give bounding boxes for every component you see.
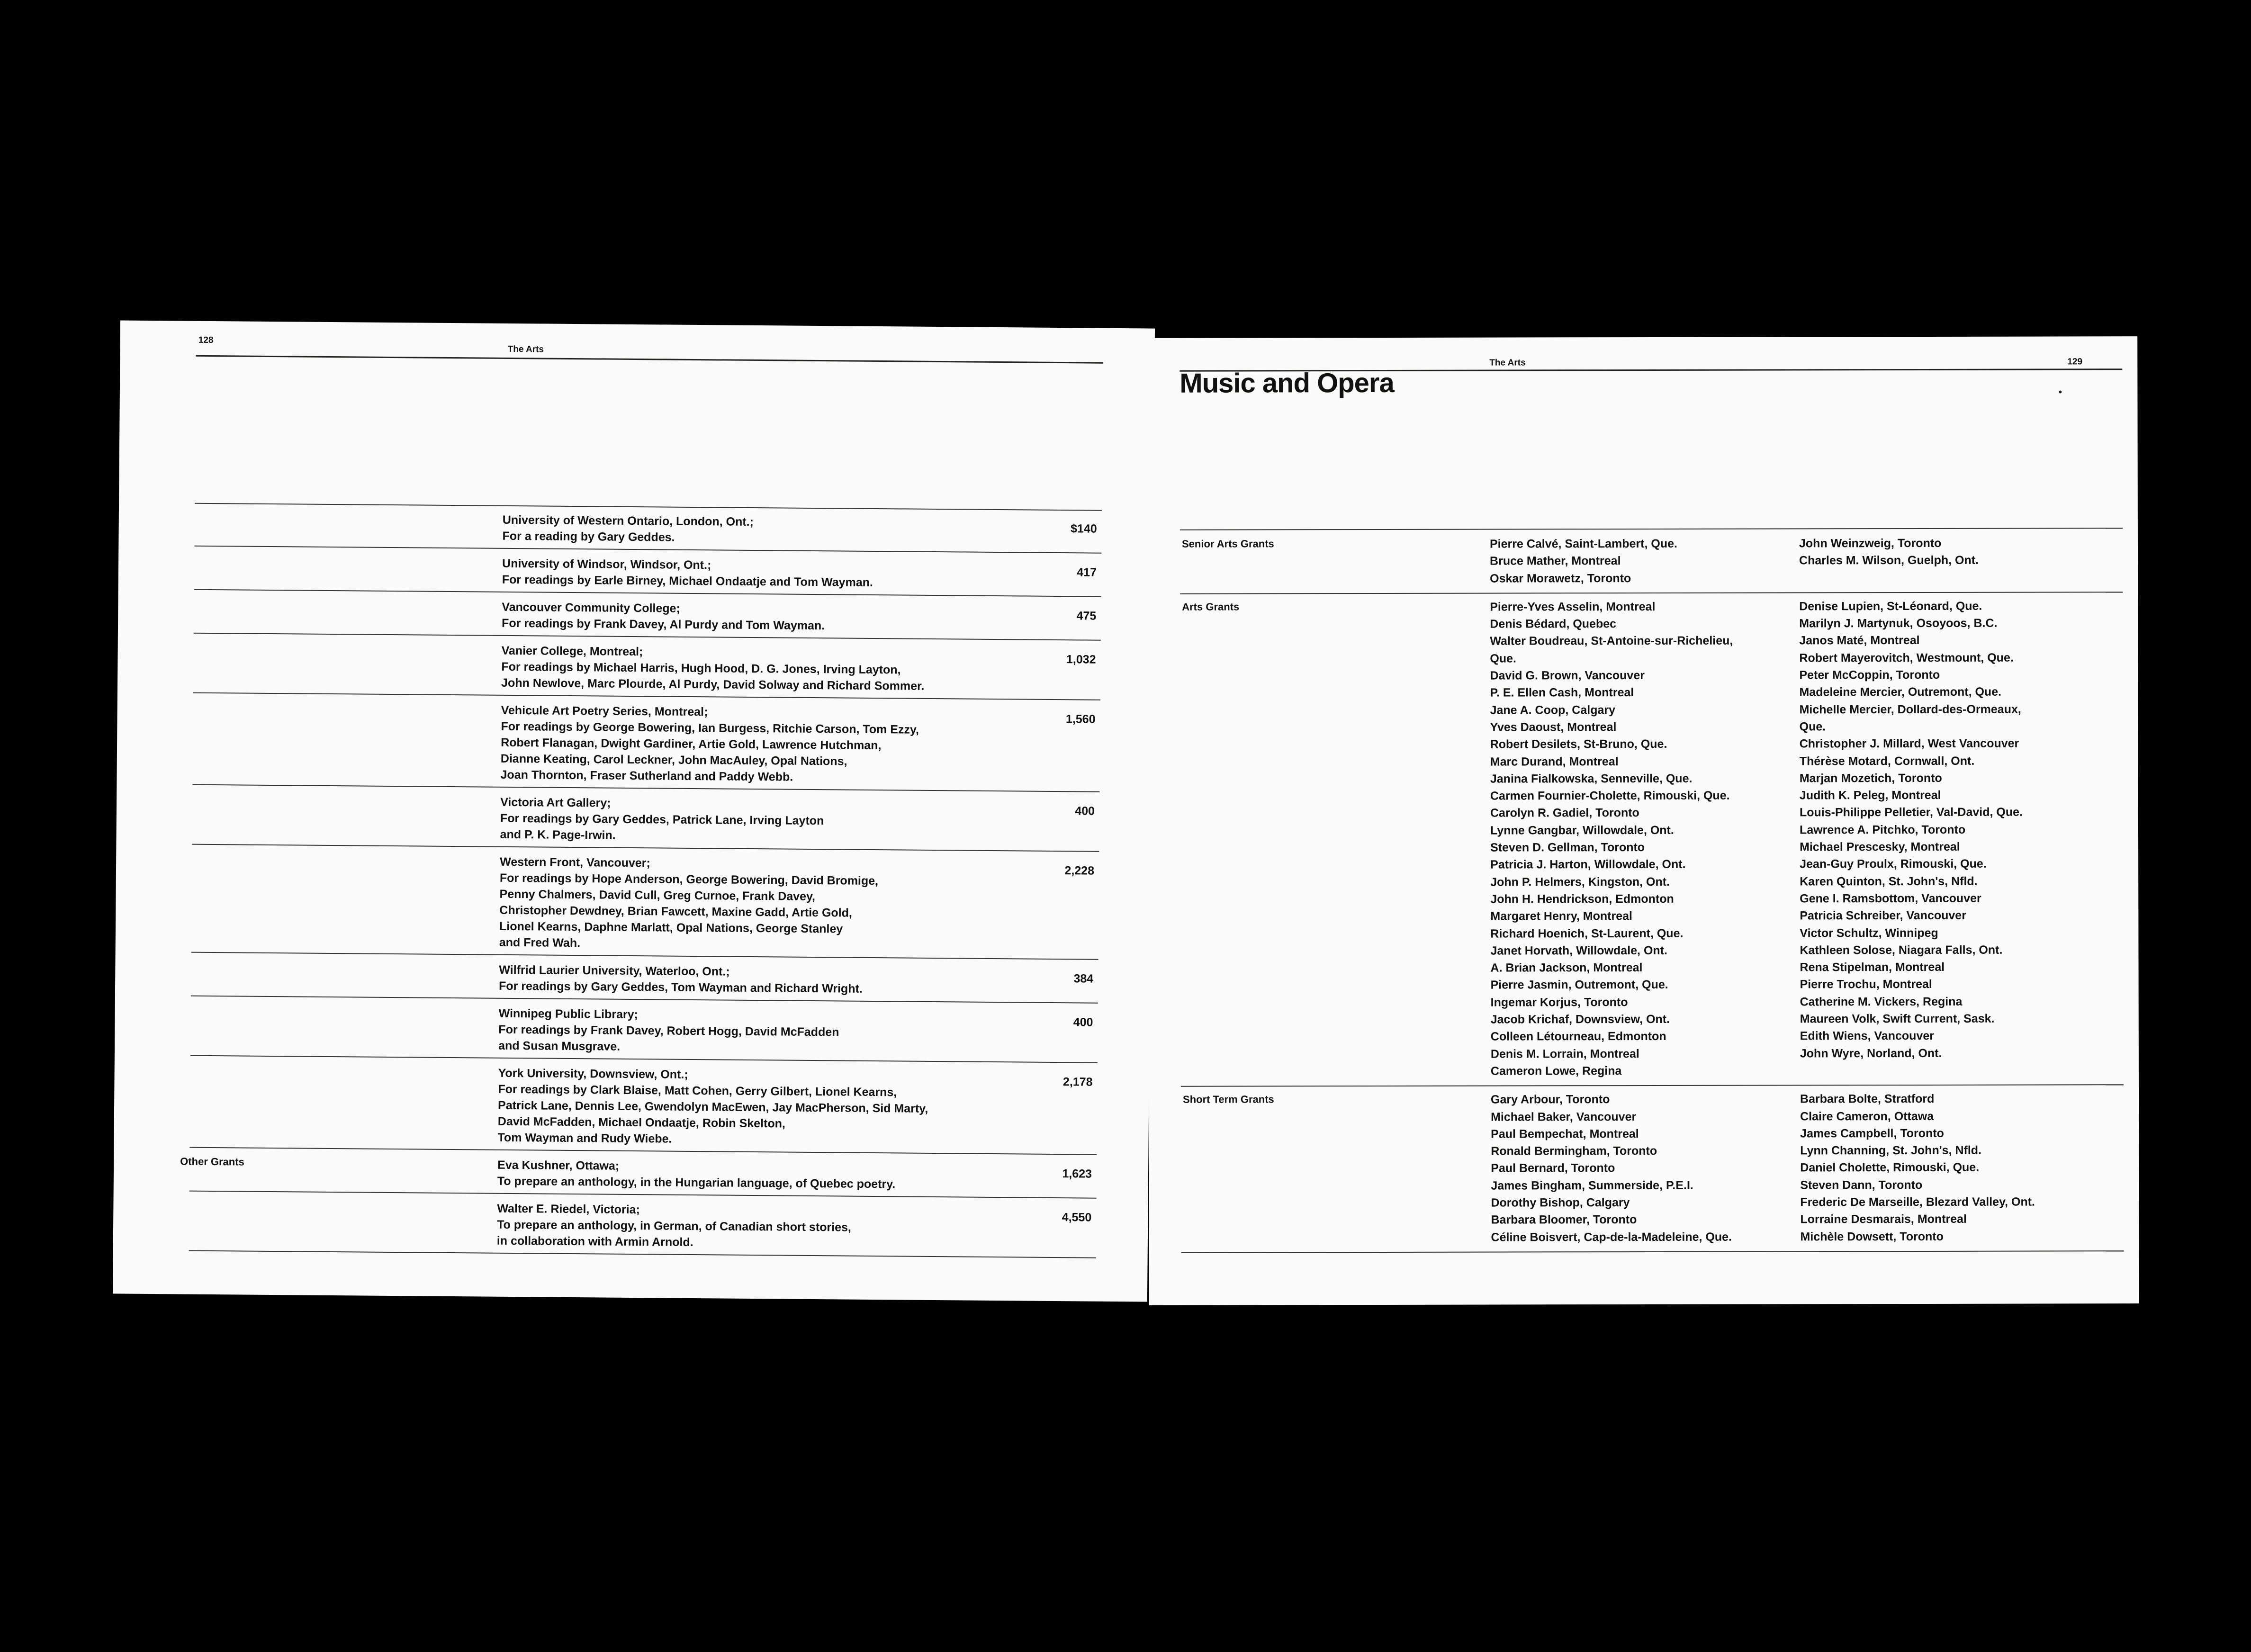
recipient: Michael Baker, Vancouver (1491, 1110, 1637, 1124)
page-number: 128 (198, 335, 214, 345)
recipient: Paul Bempechat, Montreal (1491, 1127, 1639, 1141)
grant-entry (116, 851, 1151, 950)
recipient: Bruce Mather, Montreal (1490, 554, 1621, 568)
recipient: Cameron Lowe, Regina (1490, 1064, 1622, 1078)
section-rule (1181, 1085, 2124, 1087)
recipient: Edith Wiens, Vancouver (1800, 1029, 1935, 1043)
recipient: Carmen Fournier-Cholette, Rimouski, Que. (1490, 789, 1730, 803)
recipient: Denis Bédard, Quebec (1490, 617, 1617, 631)
recipient: Rena Stipelman, Montreal (1800, 961, 1945, 974)
name-column (1491, 1091, 1732, 1246)
recipient: Judith K. Peleg, Montreal (1799, 789, 1941, 802)
grant-amount: 400 (1073, 1015, 1093, 1029)
grant-purpose: For readings by Hope Anderson, George Bowering, David Bromige, Penny Chalmers, David Cull, Greg Curnoe, Frank Davey, Christopher Dewdney, Brian Fawcett, Maxine Gadd, Artie Gold, Lionel Kearns, Daphne Marlatt, Opal Nations, George Stanley and Fred Wah. (499, 871, 879, 950)
recipient: Barbara Bloomer, Toronto (1491, 1213, 1637, 1227)
recipient: Oskar Morawetz, Toronto (1490, 571, 1631, 585)
recipient: Patricia J. Harton, Willowdale, Ont. (1490, 858, 1686, 871)
grant-entry (115, 1002, 1150, 1053)
recipient: Carolyn R. Gadiel, Toronto (1490, 806, 1639, 820)
recipient: Céline Boisvert, Cap-de-la-Madeleine, Que. (1491, 1230, 1732, 1244)
recipient: P. E. Ellen Cash, Montreal (1490, 686, 1634, 700)
grant-amount: 417 (1077, 566, 1097, 579)
recipient: Ronald Bermingham, Toronto (1491, 1144, 1657, 1158)
grant-purpose: For readings by Gary Geddes, Patrick Lane, Irving Layton and P. K. Page-Irwin. (500, 811, 824, 842)
running-head: The Arts (507, 344, 544, 355)
recipient: Gene I. Ramsbottom, Vancouver (1800, 891, 1981, 906)
grant-entry (116, 959, 1150, 996)
left-page (113, 320, 1155, 1302)
grantee-name: York University, Downsview, Ont.; (498, 1066, 688, 1081)
right-page (1147, 336, 2139, 1305)
recipient: Barbara Bolte, Stratford (1800, 1092, 1935, 1106)
recipient: Paul Bernard, Toronto (1491, 1161, 1615, 1176)
section-rule (1180, 528, 2123, 530)
grant-entry (114, 1197, 1148, 1249)
grant-purpose: For readings by George Bowering, Ian Burgess, Ritchie Carson, Tom Ezzy, Robert Flanagan, Dwight Gardiner, Artie Gold, Lawrence Hutchman, Dianne Keating, Carol Leckner, John MacAuley, Opal Nations, Joan Thornton, Fraser Sutherland and Paddy Webb. (500, 719, 919, 784)
grantee-name: Walter E. Riedel, Victoria; (497, 1202, 640, 1217)
grant-amount: 1,623 (1062, 1167, 1092, 1181)
grantee-name: Victoria Art Gallery; (500, 795, 611, 810)
grantee-name: Vanier College, Montreal; (501, 644, 643, 659)
recipient: Marjan Mozetich, Toronto (1799, 771, 1942, 785)
recipient: Colleen Létourneau, Edmonton (1490, 1030, 1666, 1043)
grant-entry (118, 552, 1153, 589)
running-head: The Arts (1489, 358, 1526, 368)
ink-speck (2059, 390, 2062, 393)
recipient: Robert Mayerovitch, Westmount, Que. (1799, 651, 2014, 665)
recipient: Richard Hoenich, St-Laurent, Que. (1490, 926, 1684, 941)
recipient: Karen Quinton, St. John's, Nfld. (1800, 874, 1978, 889)
grantee-name: University of Windsor, Windsor, Ont.; (502, 557, 711, 572)
recipient: Yves Daoust, Montreal (1490, 720, 1617, 734)
name-column (1799, 535, 1979, 569)
name-column (1799, 597, 2023, 1062)
grant-amount: 1,032 (1066, 653, 1096, 666)
grant-purpose: For readings by Michael Harris, Hugh Hood, D. G. Jones, Irving Layton, John Newlove, Marc Plourde, Al Purdy, David Solway and Richard Sommer. (501, 660, 925, 693)
recipient: Christopher J. Millard, West Vancouver (1799, 736, 2019, 751)
grant-purpose: For readings by Earle Birney, Michael Ondaatje and Tom Wayman. (502, 573, 873, 589)
grant-amount: 4,550 (1062, 1211, 1092, 1224)
grant-purpose: For readings by Frank Davey, Robert Hogg, David McFadden and Susan Musgrave. (498, 1023, 839, 1053)
recipient: Pierre Calvé, Saint-Lambert, Que. (1489, 537, 1677, 551)
grant-purpose: For readings by Gary Geddes, Tom Wayman and Richard Wright. (498, 979, 863, 996)
grant-amount: 2,178 (1062, 1075, 1093, 1089)
grant-entry (117, 791, 1151, 842)
recipient: Claire Cameron, Ottawa (1800, 1109, 1934, 1123)
recipient: Michael Prescesky, Montreal (1800, 840, 1960, 854)
recipient: James Bingham, Summerside, P.E.I. (1491, 1178, 1693, 1193)
recipient: Ingemar Korjus, Toronto (1490, 995, 1628, 1009)
grant-amount: 2,228 (1064, 864, 1095, 878)
section-label: Senior Arts Grants (1181, 538, 1274, 550)
recipient: Pierre Trochu, Montreal (1800, 978, 1932, 991)
recipient: Maureen Volk, Swift Current, Sask. (1800, 1012, 1995, 1026)
section-label: Short Term Grants (1183, 1093, 1274, 1105)
grant-purpose: For readings by Frank Davey, Al Purdy and Tom Wayman. (501, 616, 825, 633)
recipient: Que. (1799, 720, 1826, 734)
recipient: Steven Dann, Toronto (1800, 1178, 1923, 1192)
grant-amount: $140 (1070, 522, 1097, 536)
section-rule (1181, 1250, 2124, 1253)
grant-entry (117, 699, 1152, 784)
name-column (1800, 1090, 2035, 1246)
grant-entry (115, 1062, 1149, 1146)
recipient: Marilyn J. Martynuk, Osoyoos, B.C. (1799, 616, 1998, 630)
recipient: Jean-Guy Proulx, Rimouski, Que. (1800, 857, 1987, 871)
table-top-rule (195, 503, 1102, 511)
recipient: Frederic De Marseille, Blezard Valley, Ont. (1800, 1195, 2035, 1209)
grant-entry (118, 639, 1153, 693)
recipient: Que. (1490, 652, 1517, 665)
recipient: Michèle Dowsett, Toronto (1800, 1230, 1944, 1244)
recipient: John P. Helmers, Kingston, Ont. (1490, 875, 1670, 889)
grant-amount: 400 (1075, 804, 1095, 818)
page-title: Music and Opera (1180, 367, 1394, 399)
section-rule (1180, 592, 2123, 594)
recipient: Daniel Cholette, Rimouski, Que. (1800, 1161, 1980, 1175)
recipient: Peter McCoppin, Toronto (1799, 668, 1940, 682)
name-column (1490, 598, 1734, 1080)
name-column (1490, 535, 1677, 587)
grantee-name: University of Western Ontario, London, Ont.; (502, 513, 754, 529)
recipient: Catherine M. Vickers, Regina (1800, 995, 1963, 1009)
recipient: Marc Durand, Montreal (1490, 754, 1619, 769)
grant-amount: 384 (1073, 972, 1094, 986)
grantee-name: Wilfrid Laurier University, Waterloo, Ont.; (499, 963, 730, 979)
recipient: Madeleine Mercier, Outremont, Que. (1799, 685, 2002, 699)
grant-amount: 475 (1076, 609, 1097, 623)
grant-purpose: To prepare an anthology, in German, of Canadian short stories, in collaboration with Armin Arnold. (496, 1218, 852, 1249)
grant-purpose: For readings by Clark Blaise, Matt Cohen, Gerry Gilbert, Lionel Kearns, Patrick Lane, Dennis Lee, Gwendolyn MacEwen, Jay MacPherson, Sid Marty, David McFadden, Michael Ondaatje, Robin Skelton, Tom Wayman and Rudy Wiebe. (497, 1082, 928, 1146)
recipient: Janet Horvath, Willowdale, Ont. (1490, 943, 1667, 958)
grantee-name: Eva Kushner, Ottawa; (497, 1158, 620, 1173)
recipient: Pierre Jasmin, Outremont, Que. (1490, 978, 1668, 992)
recipient: Denis M. Lorrain, Montreal (1490, 1047, 1639, 1061)
recipient: A. Brian Jackson, Montreal (1490, 961, 1643, 975)
recipient: James Campbell, Toronto (1800, 1126, 1944, 1140)
recipient: Dorothy Bishop, Calgary (1491, 1196, 1630, 1210)
recipient: John Weinzweig, Toronto (1799, 536, 1942, 550)
page-number: 129 (2067, 357, 2083, 367)
grant-entry (114, 1154, 1148, 1191)
grantee-name: Vehicule Art Poetry Series, Montreal; (501, 703, 708, 719)
recipient: John H. Hendrickson, Edmonton (1490, 892, 1674, 906)
recipient: Margaret Henry, Montreal (1490, 909, 1632, 923)
grant-entry (118, 596, 1153, 633)
recipient: Robert Desilets, St-Bruno, Que. (1490, 737, 1667, 751)
section-label: Arts Grants (1182, 601, 1240, 613)
recipient: Thérèse Motard, Cornwall, Ont. (1799, 754, 1975, 768)
recipient: Jacob Krichaf, Downsview, Ont. (1490, 1012, 1670, 1026)
grant-purpose: To prepare an anthology, in the Hungarian language, of Quebec poetry. (497, 1174, 896, 1191)
recipient: Steven D. Gellman, Toronto (1490, 841, 1645, 854)
recipient: Patricia Schreiber, Vancouver (1800, 909, 1966, 923)
recipient: Lynne Gangbar, Willowdale, Ont. (1490, 823, 1674, 837)
recipient: Lawrence A. Pitchko, Toronto (1800, 823, 1966, 837)
recipient: Janos Maté, Montreal (1799, 634, 1920, 647)
header-rule (196, 355, 1103, 364)
recipient: David G. Brown, Vancouver (1490, 669, 1645, 682)
grantee-name: Winnipeg Public Library; (498, 1006, 638, 1022)
category-label: Other Grants (180, 1155, 244, 1168)
recipient: Louis-Philippe Pelletier, Val-David, Que. (1799, 806, 2023, 819)
recipient: Jane A. Coop, Calgary (1490, 703, 1616, 717)
recipient: Lorraine Desmarais, Montreal (1800, 1212, 1967, 1226)
recipient: Charles M. Wilson, Guelph, Ont. (1799, 554, 1979, 567)
grantee-name: Western Front, Vancouver; (500, 855, 650, 870)
recipient: Lynn Channing, St. John's, Nfld. (1800, 1143, 1982, 1158)
recipient: Gary Arbour, Toronto (1491, 1093, 1610, 1106)
grantee-name: Vancouver Community College; (502, 600, 680, 615)
recipient: John Wyre, Norland, Ont. (1800, 1046, 1942, 1060)
recipient: Victor Schultz, Winnipeg (1800, 926, 1938, 940)
recipient: Michelle Mercier, Dollard-des-Ormeaux, (1799, 702, 2021, 717)
recipient: Janina Fialkowska, Senneville, Que. (1490, 772, 1693, 786)
recipient: Denise Lupien, St-Léonard, Que. (1799, 599, 1982, 613)
grant-purpose: For a reading by Gary Geddes. (502, 529, 675, 544)
recipient: Walter Boudreau, St-Antoine-sur-Richelieu, (1490, 634, 1733, 648)
grant-amount: 1,560 (1065, 712, 1096, 726)
recipient: Pierre-Yves Asselin, Montreal (1490, 600, 1656, 614)
recipient: Kathleen Solose, Niagara Falls, Ont. (1800, 943, 2003, 957)
